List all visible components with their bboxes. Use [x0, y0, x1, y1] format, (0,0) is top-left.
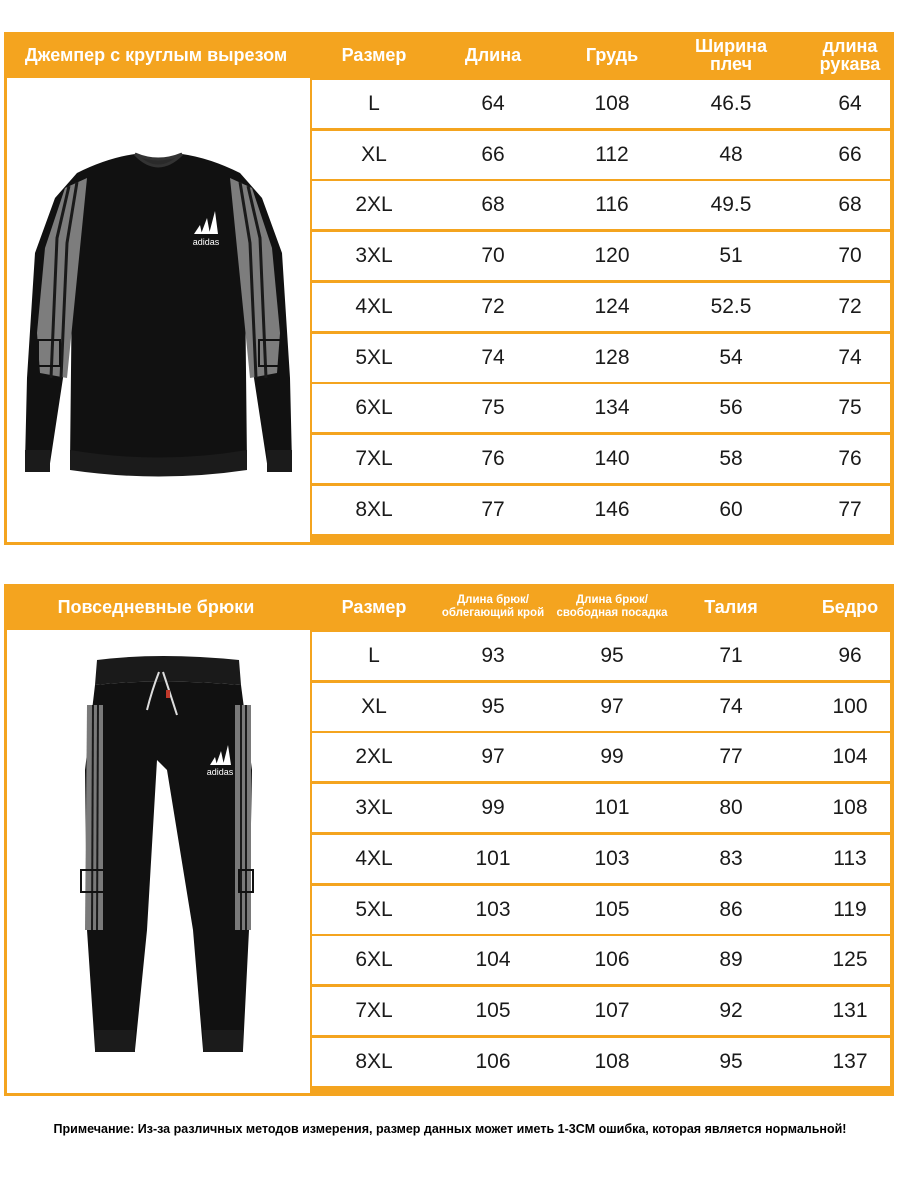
value-cell: 64	[838, 92, 862, 115]
jumper-column-header: длина рукава	[819, 36, 881, 74]
value-cell: 83	[719, 846, 743, 870]
value-cell: 96	[838, 644, 862, 667]
value-cell: 101	[475, 846, 511, 870]
value-cell: 100	[832, 694, 868, 718]
value-cell: 104	[475, 948, 511, 972]
pants-column-header: Длина брюк/ свободная посадка	[556, 594, 668, 619]
size-cell: 3XL	[355, 796, 393, 820]
value-cell: 77	[481, 497, 505, 521]
value-cell: 146	[594, 497, 630, 521]
table-row	[312, 384, 890, 432]
value-cell: 134	[594, 396, 630, 420]
value-cell: 112	[595, 142, 629, 166]
value-cell: 64	[481, 92, 505, 115]
value-cell: 68	[481, 193, 505, 217]
table-row	[312, 435, 890, 483]
measurement-note: Примечание: Из-за различных методов измерения, размер данных может иметь 1-3CM ошибка, которая является нормальной!	[53, 1122, 847, 1136]
value-cell: 74	[719, 694, 743, 718]
jumper-table-title: Джемпер с круглым вырезом	[24, 44, 288, 65]
pants-column-header: Бедро	[821, 597, 879, 617]
table-row	[312, 683, 890, 731]
table-row	[312, 936, 890, 984]
table-row	[312, 835, 890, 883]
value-cell: 99	[481, 796, 505, 820]
value-cell: 66	[481, 142, 505, 166]
value-cell: 97	[481, 745, 505, 769]
value-cell: 92	[719, 998, 743, 1022]
value-cell: 108	[832, 796, 868, 820]
table-row	[312, 181, 890, 229]
value-cell: 113	[833, 846, 867, 870]
value-cell: 46.5	[710, 92, 752, 115]
value-cell: 89	[719, 948, 743, 972]
pants-table-title: Повседневные брюки	[57, 596, 255, 617]
value-cell: 48	[719, 142, 743, 166]
value-cell: 101	[594, 796, 630, 820]
pants-column-header: Размер	[341, 597, 407, 617]
value-cell: 137	[832, 1049, 868, 1073]
value-cell: 74	[838, 345, 862, 369]
pants-image	[7, 630, 310, 1093]
pants-icon	[7, 630, 310, 1093]
size-cell: XL	[361, 694, 387, 718]
size-cell: 4XL	[355, 846, 393, 870]
table-row	[312, 486, 890, 534]
jumper-size-table	[4, 32, 894, 545]
value-cell: 51	[719, 244, 743, 268]
value-cell: 68	[838, 193, 862, 217]
value-cell: 76	[838, 446, 862, 470]
value-cell: 60	[719, 497, 743, 521]
value-cell: 80	[719, 796, 743, 820]
size-cell: 2XL	[355, 745, 393, 769]
value-cell: 52.5	[710, 294, 752, 318]
jumper-image	[7, 78, 310, 542]
size-cell: 5XL	[355, 897, 393, 921]
value-cell: 72	[838, 294, 862, 318]
size-cell: 6XL	[355, 948, 393, 972]
value-cell: 75	[481, 396, 505, 420]
pants-column-header: Длина брюк/ облегающий крой	[441, 594, 545, 619]
value-cell: 106	[475, 1049, 511, 1073]
size-cell: 2XL	[355, 193, 393, 217]
value-cell: 125	[832, 948, 868, 972]
value-cell: 99	[600, 745, 624, 769]
value-cell: 103	[594, 846, 630, 870]
size-cell: 3XL	[355, 244, 393, 268]
value-cell: 108	[594, 1049, 630, 1073]
jumper-column-header: Размер	[341, 45, 407, 65]
value-cell: 71	[719, 644, 743, 667]
size-cell: L	[368, 644, 380, 667]
value-cell: 97	[600, 694, 624, 718]
table-row	[312, 131, 890, 179]
value-cell: 105	[594, 897, 630, 921]
jumper-column-header: Грудь	[585, 45, 639, 65]
value-cell: 77	[719, 745, 743, 769]
value-cell: 128	[594, 345, 630, 369]
table-row	[312, 784, 890, 832]
size-cell: XL	[361, 142, 387, 166]
table-row	[312, 283, 890, 331]
value-cell: 75	[838, 396, 862, 420]
value-cell: 119	[833, 897, 867, 921]
size-cell: 7XL	[355, 446, 393, 470]
size-cell: 6XL	[355, 396, 393, 420]
table-row	[312, 632, 890, 680]
size-cell: 4XL	[355, 294, 393, 318]
table-row	[312, 733, 890, 781]
value-cell: 95	[600, 644, 624, 667]
value-cell: 124	[594, 294, 630, 318]
value-cell: 70	[838, 244, 862, 268]
table-row	[312, 987, 890, 1035]
value-cell: 86	[719, 897, 743, 921]
value-cell: 106	[594, 948, 630, 972]
value-cell: 140	[594, 446, 630, 470]
value-cell: 103	[475, 897, 511, 921]
jumper-logo-text: adidas	[192, 237, 220, 247]
table-row	[312, 334, 890, 382]
jumper-column-header: Длина	[464, 45, 522, 65]
value-cell: 104	[832, 745, 868, 769]
value-cell: 108	[594, 92, 630, 115]
sweatshirt-icon	[7, 78, 310, 542]
value-cell: 70	[481, 244, 505, 268]
pants-logo-text: adidas	[206, 767, 234, 777]
value-cell: 105	[475, 998, 511, 1022]
value-cell: 131	[832, 998, 868, 1022]
size-cell: 5XL	[355, 345, 393, 369]
value-cell: 95	[481, 694, 505, 718]
value-cell: 58	[719, 446, 743, 470]
value-cell: 49.5	[710, 193, 752, 217]
value-cell: 93	[481, 644, 505, 667]
size-cell: 7XL	[355, 998, 393, 1022]
value-cell: 76	[481, 446, 505, 470]
value-cell: 116	[595, 193, 629, 217]
value-cell: 120	[594, 244, 630, 268]
pants-column-header: Талия	[704, 597, 758, 617]
table-row	[312, 232, 890, 280]
table-row	[312, 886, 890, 934]
table-row	[312, 80, 890, 128]
value-cell: 66	[838, 142, 862, 166]
size-cell: 8XL	[355, 497, 393, 521]
value-cell: 107	[594, 998, 630, 1022]
size-cell: L	[368, 92, 380, 115]
pants-size-table	[4, 584, 894, 1096]
value-cell: 77	[838, 497, 862, 521]
value-cell: 72	[481, 294, 505, 318]
value-cell: 74	[481, 345, 505, 369]
value-cell: 56	[719, 396, 743, 420]
value-cell: 54	[719, 345, 743, 369]
value-cell: 95	[719, 1049, 743, 1073]
table-row	[312, 1038, 890, 1086]
size-cell: 8XL	[355, 1049, 393, 1073]
jumper-column-header: Ширина плеч	[694, 36, 768, 74]
